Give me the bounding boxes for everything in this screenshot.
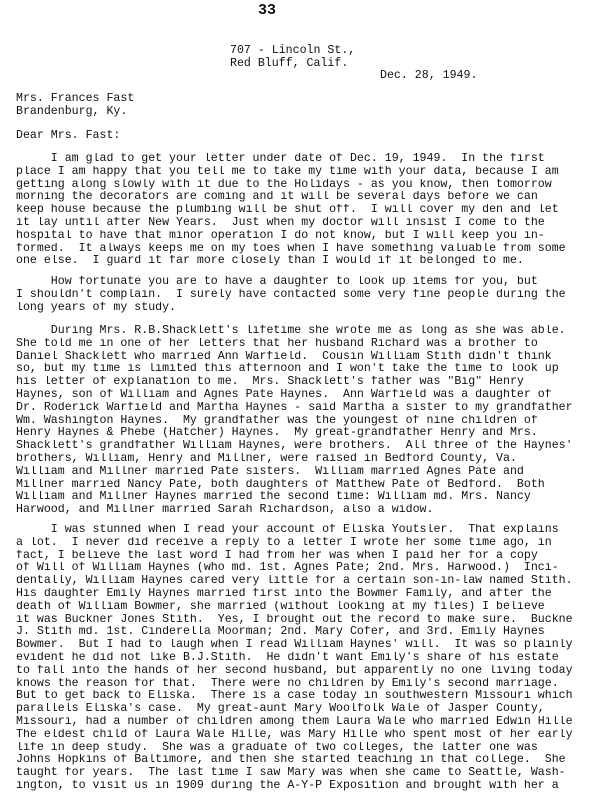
text-line: a lot. I never did receive a reply to a letter I wrote her some time ago, in xyxy=(16,536,552,549)
text-line: I am glad to get your letter under date of Dec. 19, 1949. In the first xyxy=(16,153,545,165)
text-line: place I am happy that you tell me to take my time with your data, because I am xyxy=(16,165,559,178)
text-line: Harwood, and Millner married Sarah Richardson, also a widow. xyxy=(16,504,434,517)
text-line: keep house because the plumbing will be shut off. I will cover my den and let xyxy=(16,204,559,217)
text-line: She told me in one of her letters that her husband Richard was a brother to xyxy=(16,337,538,350)
text-line: Johns Hopkins of Baltimore, and then she started teaching in that college. She xyxy=(16,754,566,767)
text-line: his letter of explanation to me. Mrs. Shacklett's father was "Big" Henry xyxy=(16,376,524,389)
text-line: Bowmer. But I had to laugh when I read William Haynes' will. It was so plainly xyxy=(16,639,573,652)
text-line: Daniel Shacklett who married Ann Warfield. Cousin William Stith didn't think xyxy=(16,350,552,363)
text-line: But to get back to Eliska. There is a case today in southwestern Missouri which xyxy=(16,690,573,703)
text-line: death of William Bowmer, she married (without looking at my files) I believe xyxy=(16,600,545,613)
text-line: of Will of William Haynes (who md. 1st. Agnes Pate; 2nd. Mrs. Harwood.) Inci- xyxy=(16,562,559,575)
text-line: His daughter Emily Haynes married first into the Bowmer Family, and after the xyxy=(16,587,552,600)
text-line: parallels Eliska's case. My great-aunt Mary Woolfolk Wale of Jasper County, xyxy=(16,703,545,716)
text-line: taught for years. The last time I saw Mary was when she came to Seattle, Wash- xyxy=(16,767,566,780)
text-line: life in deep study. She was a graduate of two colleges, the latter one was xyxy=(16,741,538,754)
text-line: J. Stith md. 1st. Cinderella Moorman; 2nd. Mary Cofer, and 3rd. Emily Haynes xyxy=(16,626,545,639)
text-line: William and Millner Haynes married the second time: William md. Mrs. Nancy xyxy=(16,491,531,504)
text-line: evident he did not like B.J.Stith. He didn't want Emily's share of his estate xyxy=(16,651,559,664)
text-line: Haynes, son of William and Agnes Pate Haynes. Ann Warfield was a daughter of xyxy=(16,388,552,401)
text-line: morning the decorators are coming and it will be several days before we can xyxy=(16,191,538,204)
text-line: I shouldn't complain. I surely have contacted some very fine people during the xyxy=(16,288,566,301)
recipient-location: Brandenburg, Ky. xyxy=(16,105,128,118)
paragraph-1 xyxy=(16,153,612,268)
text-line: formed. It always keeps me on my toes when I have something valuable from some xyxy=(16,242,566,255)
text-line: Shacklett's grandfather William Haynes, were brothers. All three of the Haynes' xyxy=(16,440,573,453)
text-line: it was Buckner Jones Stith. Yes, I brought out the record to make sure. Buckne xyxy=(16,613,573,626)
text-line: brothers, William, Henry and Millner, were raised in Bedford County, Va. xyxy=(16,452,517,465)
text-line: long years of my study. xyxy=(16,301,177,314)
text-line: Wm. Washington Haynes. My grandfather was the youngest of nine children of xyxy=(16,414,538,427)
text-line: The eldest child of Laura Wale Hille, was Mary Hille who spent most of her early xyxy=(16,728,573,741)
text-line: William and Millner married Pate sisters. William married Agnes Pate and xyxy=(16,465,524,478)
recipient-name: Mrs. Frances Fast xyxy=(16,92,135,105)
letter-date: Dec. 28, 1949. xyxy=(380,69,478,82)
text-line: one else. I guard it far more closely than I would if it belonged to me. xyxy=(16,255,524,268)
text-line: How fortunate you are to have a daughter to look up items for you, but xyxy=(16,276,538,288)
text-line: getting along slowly with it due to the Holidays - as you know, then tomorrow xyxy=(16,178,552,191)
paragraph-2 xyxy=(16,276,612,314)
text-line: so, but my time is limited this afternoon and I won't take the time to look up xyxy=(16,363,559,376)
text-line: Missouri, had a number of children among them Laura Wale who married Edwin Hille xyxy=(16,715,573,728)
text-line: fact, I believe the last word I had from her was when I paid her for a copy xyxy=(16,549,538,562)
text-line: During Mrs. R.B.Shacklett's lifetime she wrote me as long as she was able. xyxy=(16,325,566,337)
salutation: Dear Mrs. Fast: xyxy=(16,129,121,142)
text-line: Henry Haynes & Phebe (Hatcher) Haynes. My great-grandfather Henry and Mrs. xyxy=(16,427,538,440)
sender-address-line-1: 707 - Lincoln St., xyxy=(230,44,356,57)
text-line: dentally, William Haynes cared very little for a certain son-in-law named Stith. xyxy=(16,575,573,588)
paragraph-4 xyxy=(16,524,612,793)
text-line: to fall into the hands of her second husband, but apparently no one living today xyxy=(16,664,573,677)
text-line: ington, to visit us in 1909 during the A-Y-P Exposition and brought with her a xyxy=(16,779,559,792)
text-line: hospital to have that minor operation I do not know, but I will keep you in- xyxy=(16,229,545,242)
text-line: knows the reason for that. There were no children by Emily's second marriage. xyxy=(16,677,559,690)
paragraph-3 xyxy=(16,325,612,517)
page-number: 33 xyxy=(258,2,277,19)
text-line: I was stunned when I read your account of Eliska Youtsler. That explains xyxy=(16,524,559,536)
sender-address-line-2: Red Bluff, Calif. xyxy=(230,57,349,70)
text-line: Millner married Nancy Pate, both daughters of Matthew Pate of Bedford. Both xyxy=(16,478,545,491)
text-line: Dr. Roderick Warfield and Martha Haynes - said Martha a sister to my grandfather xyxy=(16,401,573,414)
text-line: it lay until after New Years. Just when my doctor will insist I come to the xyxy=(16,216,545,229)
